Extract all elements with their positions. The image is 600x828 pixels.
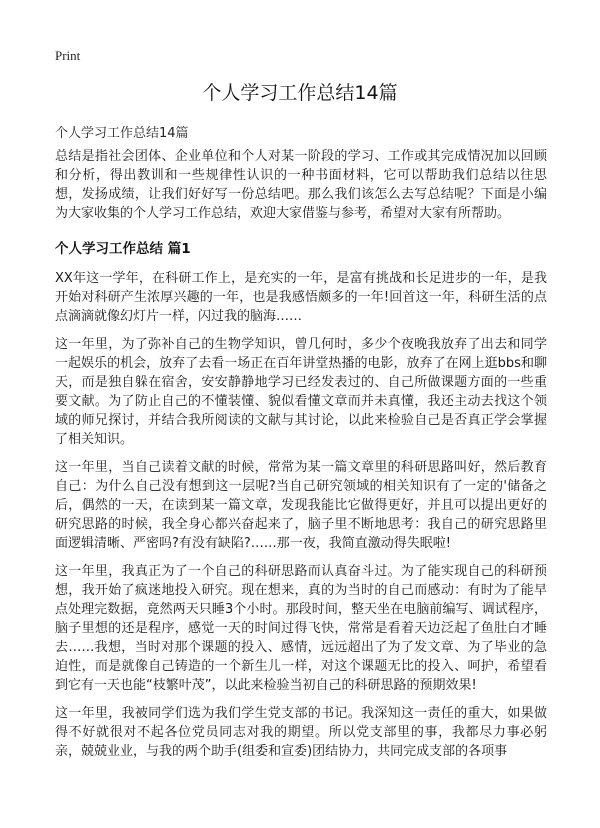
body-paragraph-2: 这一年里，为了弥补自己的生物学知识，曾几何时，多少个夜晚我放弃了出去和同学一起娱乐的机会，放弃了去看一场正在百年讲堂热播的电影，放弃了在网上逛bbs和聊天，而是独自躲在宿舍，安安静静地学习已经发表过的、自己所做课题方面的一些重要文献。为了防止自己的不懂装懂、貌似看懂文章而并未真懂，我还主动去找这个领域的师兄探讨，并结合我所阅读的文献与其讨论，以此来检验自己是否真正学会掌握了相关知识。 xyxy=(55,337,547,447)
body-paragraph-1: XX年这一学年，在科研工作上，是充实的一年，是富有挑战和长足进步的一年，是我开始对科研产生浓厚兴趣的一年，也是我感悟颇多的一年!回首这一年，科研生活的点点滴滴就像幻灯片一样，闪过我的脑海…… xyxy=(55,271,547,324)
body-paragraph-4: 这一年里，我真正为了一个自己的科研思路而认真奋斗过。为了能实现自己的科研预想，我开始了疯迷地投入研究。现在想来，真的为当时的自己而感动：有时为了能早点处理完数据，竟然两天只睡3个小时。那段时间，整天坐在电脑前编写、调试程序，脑子里想的还是程序，感觉一天的时间过得飞快，常常是看着天边泛起了鱼肚白才睡去……我想，当时对那个课题的投入、感情，远远超出了为了发文章、为了毕业的急迫性，而是就像自己铸造的一个新生儿一样，对这个课题无比的投入、呵护，希望看到它有一天也能“枝繁叶茂”，以此来检验当初自己的科研思路的预期效果! xyxy=(55,564,547,693)
body-paragraph-5: 这一年里，我被同学们选为我们学生党支部的书记。我深知这一责任的重大，如果做得不好就很对不起各位党员同志对我的期望。所以党支部里的事，我都尽力事必躬亲，兢兢业业，与我的两个助手(组委和宣委)团结协力，共同完成支部的各项事 xyxy=(55,706,547,759)
intro-paragraph: 总结是指社会团体、企业单位和个人对某一阶段的学习、工作或其完成情况加以回顾和分析，得出教训和一些规律性认识的一种书面材料，它可以帮助我们总结以往思想，发扬成绩，让我们好好写一份总结吧。那么我们该怎么去写总结呢？下面是小编为大家收集的个人学习工作总结，欢迎大家借鉴与参考，希望对大家有所帮助。 xyxy=(55,149,547,221)
document-body xyxy=(55,147,547,770)
page-title: 个人学习工作总结14篇 xyxy=(202,82,398,104)
print-link[interactable]: Print xyxy=(55,48,81,63)
section-heading: 个人学习工作总结 篇1 xyxy=(55,241,191,257)
document-subtitle: 个人学习工作总结14篇 xyxy=(55,126,189,141)
body-paragraph-3: 这一年里，当自己读着文献的时候，常常为某一篇文章里的科研思路叫好，然后教育自己：为什么自己没有想到这一层呢?当自己研究领域的相关知识有了一定的'储备之后，偶然的一天，在读到某一篇文章，发现我能比它做得更好，并且可以提出更好的研究思路的时候，我全身心都兴奋起来了，脑子里不断地思考：我自己的研究思路里面逻辑清晰、严密吗?有没有缺陷?……那一夜，我简直激动得失眠啦! xyxy=(55,460,547,551)
